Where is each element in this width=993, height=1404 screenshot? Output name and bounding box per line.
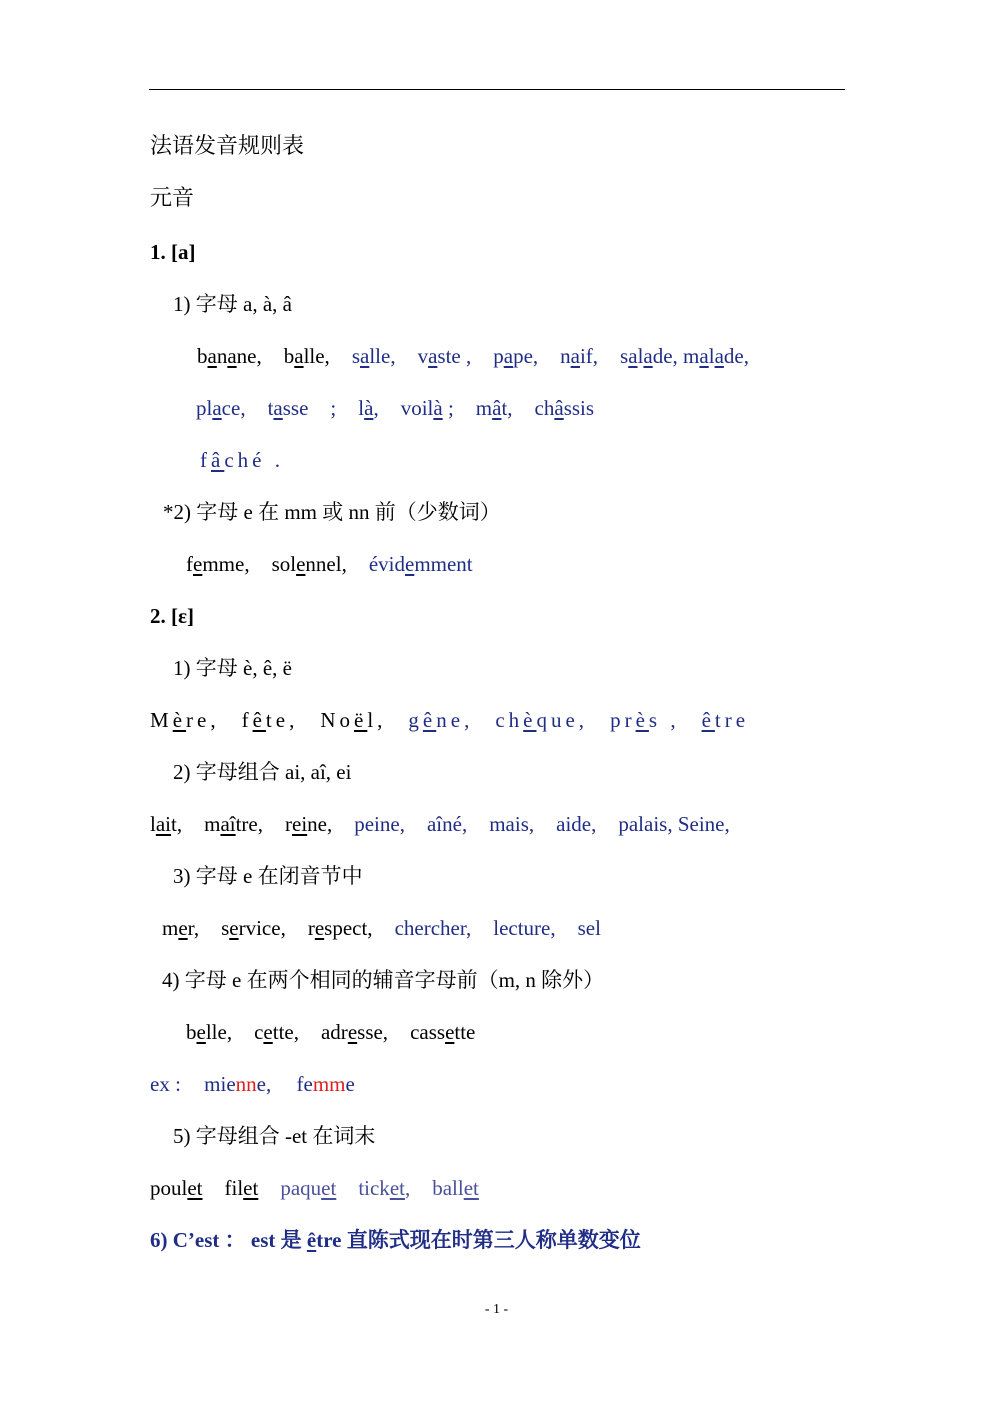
rule-e-5: 5) 字母组合 -et 在词末	[173, 1124, 376, 1148]
row-a-2	[196, 395, 616, 421]
row-e-3	[162, 915, 623, 941]
word: banane,	[197, 344, 262, 368]
word: mais,	[489, 812, 535, 836]
word: service,	[221, 916, 286, 940]
word: Noël,	[320, 708, 387, 732]
word: être	[701, 708, 750, 732]
word: cette,	[254, 1020, 299, 1044]
word: ;	[330, 396, 337, 420]
row-e-2	[150, 811, 752, 837]
word: solennel,	[271, 552, 347, 576]
heading-a: 1. [a]	[150, 240, 196, 264]
word: aide,	[556, 812, 597, 836]
word: évidemment	[368, 552, 473, 576]
word: voilà ;	[400, 396, 454, 420]
rule-e-2: 2) 字母组合 ai, aî, ei	[173, 760, 352, 784]
word: aîné,	[426, 812, 468, 836]
word: mât,	[475, 396, 513, 420]
word: femme,	[186, 552, 250, 576]
word: gêne,	[408, 708, 474, 732]
row-a-4	[186, 551, 495, 577]
word: châssis	[534, 396, 595, 420]
rule-e-6: 6) C’est ： est 是 être 直陈式现在时第三人称单数变位	[150, 1228, 641, 1252]
word: ballet	[432, 1176, 479, 1200]
word: poulet	[150, 1176, 203, 1200]
word: Mère,	[150, 708, 220, 732]
section-title: 元音	[150, 185, 195, 210]
example-line	[150, 1071, 355, 1097]
header-rule	[149, 89, 845, 90]
example-word-2: femme	[296, 1072, 355, 1096]
row-e-1	[150, 707, 771, 733]
word: maître,	[204, 812, 263, 836]
word: chercher,	[394, 916, 472, 940]
row-a-3: fâché .	[200, 448, 284, 472]
word: pape,	[493, 344, 539, 368]
word: palais, Seine,	[618, 812, 730, 836]
rule-e-3: 3) 字母 e 在闭音节中	[173, 864, 363, 888]
word: respect,	[307, 916, 373, 940]
word: ticket,	[358, 1176, 411, 1200]
row-a-1	[197, 343, 771, 369]
word: sel	[577, 916, 601, 940]
page-number: - 1 -	[484, 1302, 509, 1317]
word: peine,	[354, 812, 405, 836]
heading-e: 2. [ε]	[150, 604, 194, 628]
word: lecture,	[493, 916, 556, 940]
word: cassette	[410, 1020, 476, 1044]
word: vaste ,	[417, 344, 472, 368]
word: près ,	[610, 708, 680, 732]
word: filet	[224, 1176, 259, 1200]
word: salade, malade,	[620, 344, 749, 368]
word: fête,	[241, 708, 299, 732]
rule-e-4: 4) 字母 e 在两个相同的辅音字母前（m, n 除外）	[162, 968, 605, 992]
word: salle,	[351, 344, 396, 368]
rule-a-1: 1) 字母 a, à, â	[173, 292, 292, 316]
doc-title: 法语发音规则表	[150, 133, 305, 158]
row-e-4	[186, 1019, 497, 1045]
rule-e-1: 1) 字母 è, ê, ë	[173, 656, 292, 680]
word: lait,	[150, 812, 183, 836]
word: place,	[196, 396, 246, 420]
word: naif,	[560, 344, 599, 368]
word: balle,	[283, 344, 330, 368]
word: reine,	[285, 812, 333, 836]
row-e-5	[150, 1175, 501, 1201]
word: adresse,	[320, 1020, 389, 1044]
word: belle,	[186, 1020, 233, 1044]
word: là,	[358, 396, 379, 420]
example-label: ex :	[150, 1072, 181, 1096]
word: paquet	[280, 1176, 337, 1200]
rule-a-2: *2) 字母 e 在 mm 或 nn 前（少数词）	[163, 500, 501, 524]
example-word-1: mienne,	[204, 1072, 272, 1096]
word: chèque,	[495, 708, 589, 732]
word: mer,	[162, 916, 200, 940]
word: tasse	[267, 396, 309, 420]
